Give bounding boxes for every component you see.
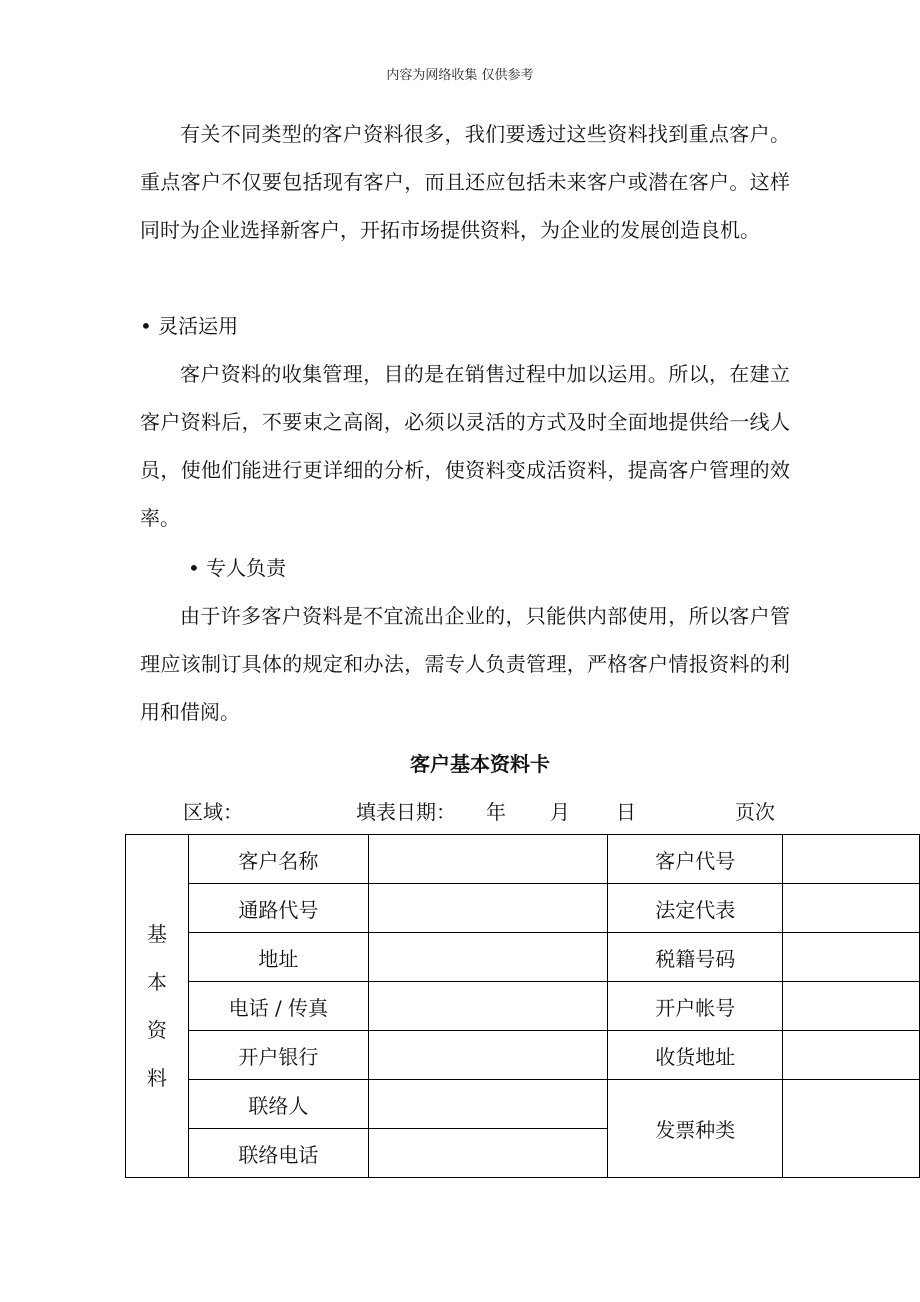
header-note: 内容为网络收集 仅供参考 <box>386 68 534 83</box>
field-invoice-type[interactable] <box>783 1080 920 1178</box>
label-customer-code: 客户代号 <box>608 835 783 884</box>
paragraph-dedicated-person: 由于许多客户资料是不宜流出企业的，只能供内部使用，所以客户管理应该制订具体的规定和办法，需专人负责管理，严格客户情报资料的利用和借阅。 <box>140 604 790 724</box>
field-account-number[interactable] <box>783 982 920 1031</box>
table-row <box>126 933 920 982</box>
label-legal-representative: 法定代表 <box>608 884 783 933</box>
table-row <box>126 884 920 933</box>
field-delivery-address[interactable] <box>783 1031 920 1080</box>
label-invoice-type: 发票种类 <box>608 1080 783 1178</box>
table-row <box>126 1080 920 1129</box>
label-customer-name: 客户名称 <box>188 835 368 884</box>
region-label: 区域： <box>183 800 243 824</box>
fill-date-label: 填表日期： <box>356 800 456 824</box>
label-phone-fax: 电话 / 传真 <box>188 982 368 1031</box>
page-label: 页次 <box>735 800 775 824</box>
label-account-number: 开户帐号 <box>608 982 783 1031</box>
field-contact-person[interactable] <box>368 1080 608 1129</box>
card-title: 客户基本资料卡 <box>410 752 550 776</box>
field-customer-name[interactable] <box>368 835 608 884</box>
day-label: 日 <box>616 800 636 824</box>
section-label-char: 本 <box>146 970 167 994</box>
label-contact-person: 联络人 <box>188 1080 368 1129</box>
table-row <box>126 1031 920 1080</box>
bullet-dedicated-person: • 专人负责 <box>188 556 287 580</box>
field-phone-fax[interactable] <box>368 982 608 1031</box>
field-bank[interactable] <box>368 1031 608 1080</box>
label-tax-number: 税籍号码 <box>608 933 783 982</box>
field-address[interactable] <box>368 933 608 982</box>
field-legal-representative[interactable] <box>783 884 920 933</box>
customer-info-table <box>125 834 920 1178</box>
label-bank: 开户银行 <box>188 1031 368 1080</box>
card-meta-line <box>0 792 920 832</box>
section-label-char: 基 <box>146 922 167 946</box>
label-address: 地址 <box>188 933 368 982</box>
section-label-cell <box>126 835 189 1178</box>
field-tax-number[interactable] <box>783 933 920 982</box>
label-channel-code: 通路代号 <box>188 884 368 933</box>
field-contact-phone[interactable] <box>368 1129 608 1178</box>
table-row <box>126 835 920 884</box>
month-label: 月 <box>550 800 570 824</box>
section-label-char: 料 <box>146 1066 167 1090</box>
paragraph-key-customers: 有关不同类型的客户资料很多，我们要透过这些资料找到重点客户。重点客户不仅要包括现有客户，而且还应包括未来客户或潜在客户。这样同时为企业选择新客户，开拓市场提供资料，为企业的发展创造良机。 <box>140 122 790 242</box>
label-delivery-address: 收货地址 <box>608 1031 783 1080</box>
section-label-char: 资 <box>146 1018 167 1042</box>
paragraph-flexible-use: 客户资料的收集管理，目的是在销售过程中加以运用。所以，在建立客户资料后，不要束之高阁，必须以灵活的方式及时全面地提供给一线人员，使他们能进行更详细的分析，使资料变成活资料，提高客户管理的效率。 <box>140 362 790 530</box>
field-customer-code[interactable] <box>783 835 920 884</box>
bullet-flexible-use: • 灵活运用 <box>140 314 239 338</box>
field-channel-code[interactable] <box>368 884 608 933</box>
year-label: 年 <box>486 800 506 824</box>
label-contact-phone: 联络电话 <box>188 1129 368 1178</box>
table-row <box>126 982 920 1031</box>
